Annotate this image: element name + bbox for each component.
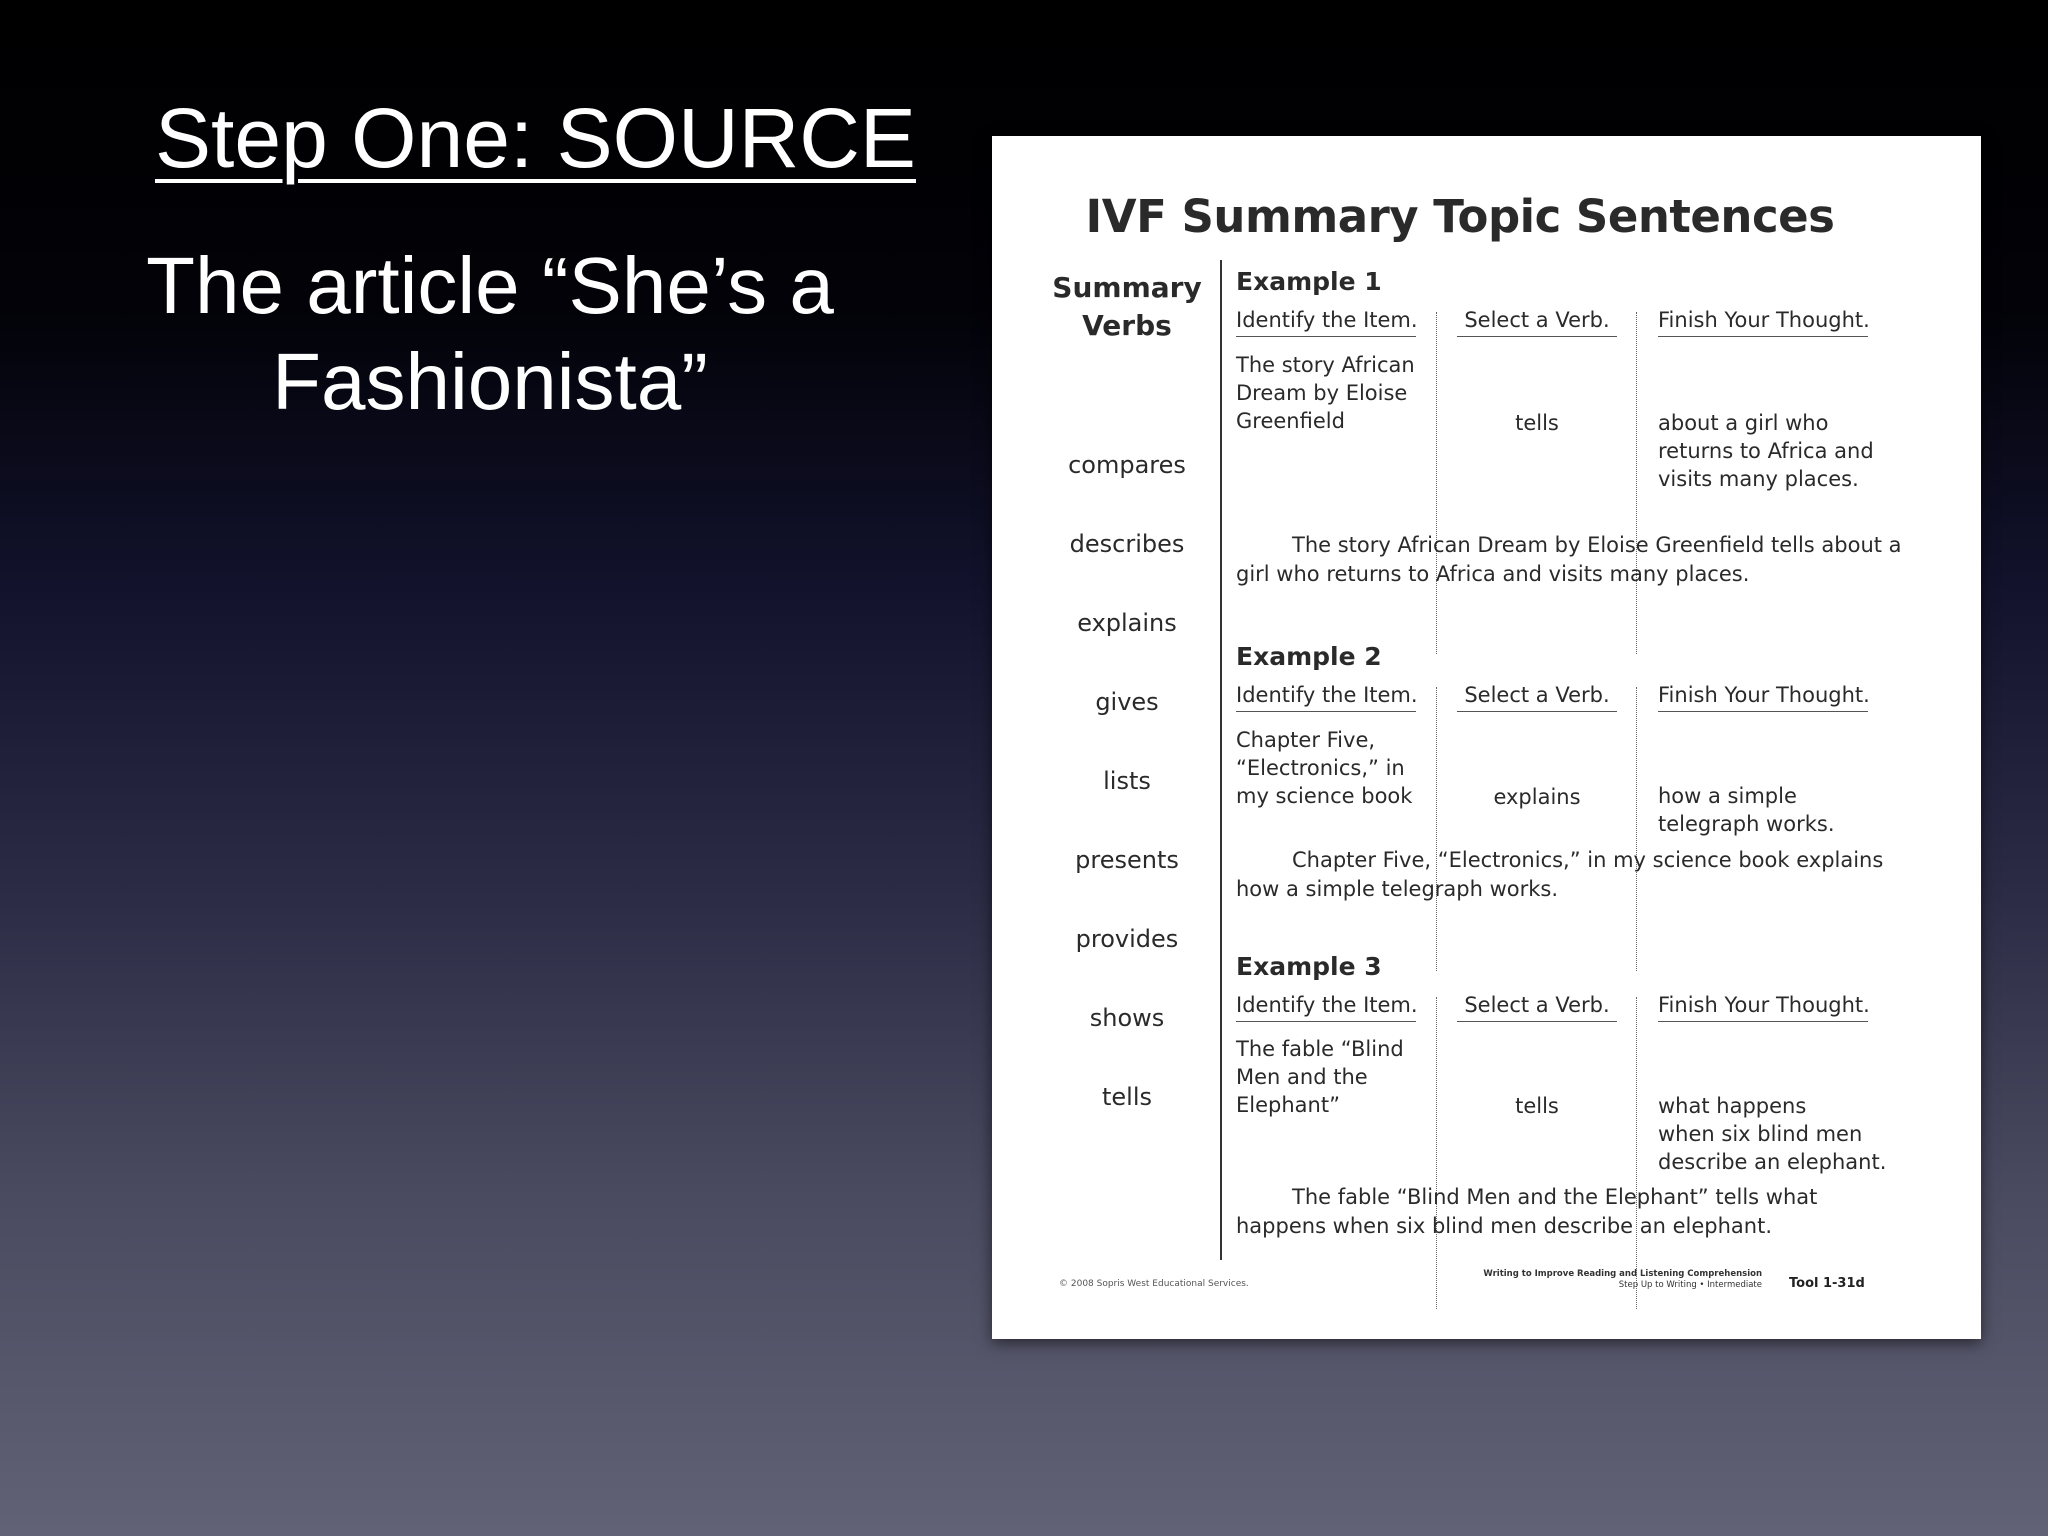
slide-body-line: Fashionista” [272,337,708,426]
item-line: Elephant” [1236,1093,1340,1117]
thought-line: telegraph works. [1658,812,1835,836]
summary-verbs-heading [1047,269,1207,345]
column-header-thought: Finish Your Thought. [1658,993,1868,1022]
dotted-separator [1436,687,1437,971]
example-3-verb: tells [1515,1094,1559,1118]
footer-book-info [1432,1269,1762,1291]
dotted-separator [1636,997,1637,1309]
slide-body-text [140,238,840,430]
example-3-thought [1658,1092,1888,1176]
summary-verbs-heading-line: Verbs [1082,309,1172,342]
item-line: Dream by Eloise [1236,381,1408,405]
footer-tool-label: Tool 1-31d [1789,1276,1865,1291]
verb-item: shows [1089,1004,1165,1032]
example-1-item [1236,351,1436,435]
thought-line: describe an elephant. [1658,1150,1887,1174]
example-1-sentence: The story African Dream by Eloise Greenfield tells about a girl who returns to Africa and visits many places. [1236,533,1902,586]
slide-title: Step One: SOURCE [155,91,916,185]
column-header-thought: Finish Your Thought. [1658,308,1868,337]
example-1-thought [1658,409,1888,493]
worksheet-image [992,136,1981,1339]
example-3-sentence: The fable “Blind Men and the Elephant” tells what happens when six blind men describe an elephant. [1236,1185,1818,1238]
example-3-item [1236,1035,1436,1119]
footer-copyright: © 2008 Sopris West Educational Services. [1059,1279,1249,1289]
item-line: my science book [1236,784,1413,808]
thought-line: about a girl who [1658,411,1829,435]
example-1-verb: tells [1515,411,1559,435]
item-line: Chapter Five, [1236,728,1376,752]
thought-line: when six blind men [1658,1122,1863,1146]
column-header-verb: Select a Verb. [1457,993,1617,1022]
column-header-identify: Identify the Item. [1236,308,1416,337]
column-header-verb: Select a Verb. [1457,308,1617,337]
example-2-thought [1658,782,1888,838]
item-line: Men and the [1236,1065,1368,1089]
item-line: “Electronics,” in [1236,756,1405,780]
example-2-item [1236,726,1436,810]
verb-item: explains [1077,609,1177,637]
item-line: The story African [1236,353,1415,377]
verb-item: presents [1075,846,1179,874]
example-1-heading: Example 1 [1236,267,1382,296]
thought-line: how a simple [1658,784,1797,808]
item-line: The fable “Blind [1236,1037,1404,1061]
example-2-heading: Example 2 [1236,642,1382,671]
verb-item: lists [1103,767,1151,795]
dotted-separator [1436,997,1437,1309]
footer-book-title: Writing to Improve Reading and Listening Comprehension [1483,1269,1762,1279]
footer-book-subtitle: Step Up to Writing • Intermediate [1618,1280,1762,1290]
summary-verbs-heading-line: Summary [1052,271,1202,304]
column-header-thought: Finish Your Thought. [1658,683,1868,712]
dotted-separator [1436,312,1437,654]
example-2-sentence: Chapter Five, “Electronics,” in my science book explains how a simple telegraph works. [1236,848,1884,901]
example-2-verb: explains [1493,785,1581,809]
dotted-separator [1636,312,1637,654]
worksheet-title: IVF Summary Topic Sentences [1085,190,1835,243]
column-header-identify: Identify the Item. [1236,683,1416,712]
verb-item: provides [1075,925,1179,953]
thought-line: what happens [1658,1094,1807,1118]
column-header-identify: Identify the Item. [1236,993,1416,1022]
example-3-heading: Example 3 [1236,952,1382,981]
verb-item: tells [1101,1083,1152,1111]
vertical-divider [1220,260,1222,1260]
verb-item: describes [1069,530,1185,558]
column-header-verb: Select a Verb. [1457,683,1617,712]
item-line: Greenfield [1236,409,1345,433]
verb-item: gives [1095,688,1159,716]
thought-line: returns to Africa and [1658,439,1874,463]
slide-body-line: The article “She’s a [146,241,834,330]
dotted-separator [1636,687,1637,971]
verb-item: compares [1068,451,1186,479]
thought-line: visits many places. [1658,467,1859,491]
